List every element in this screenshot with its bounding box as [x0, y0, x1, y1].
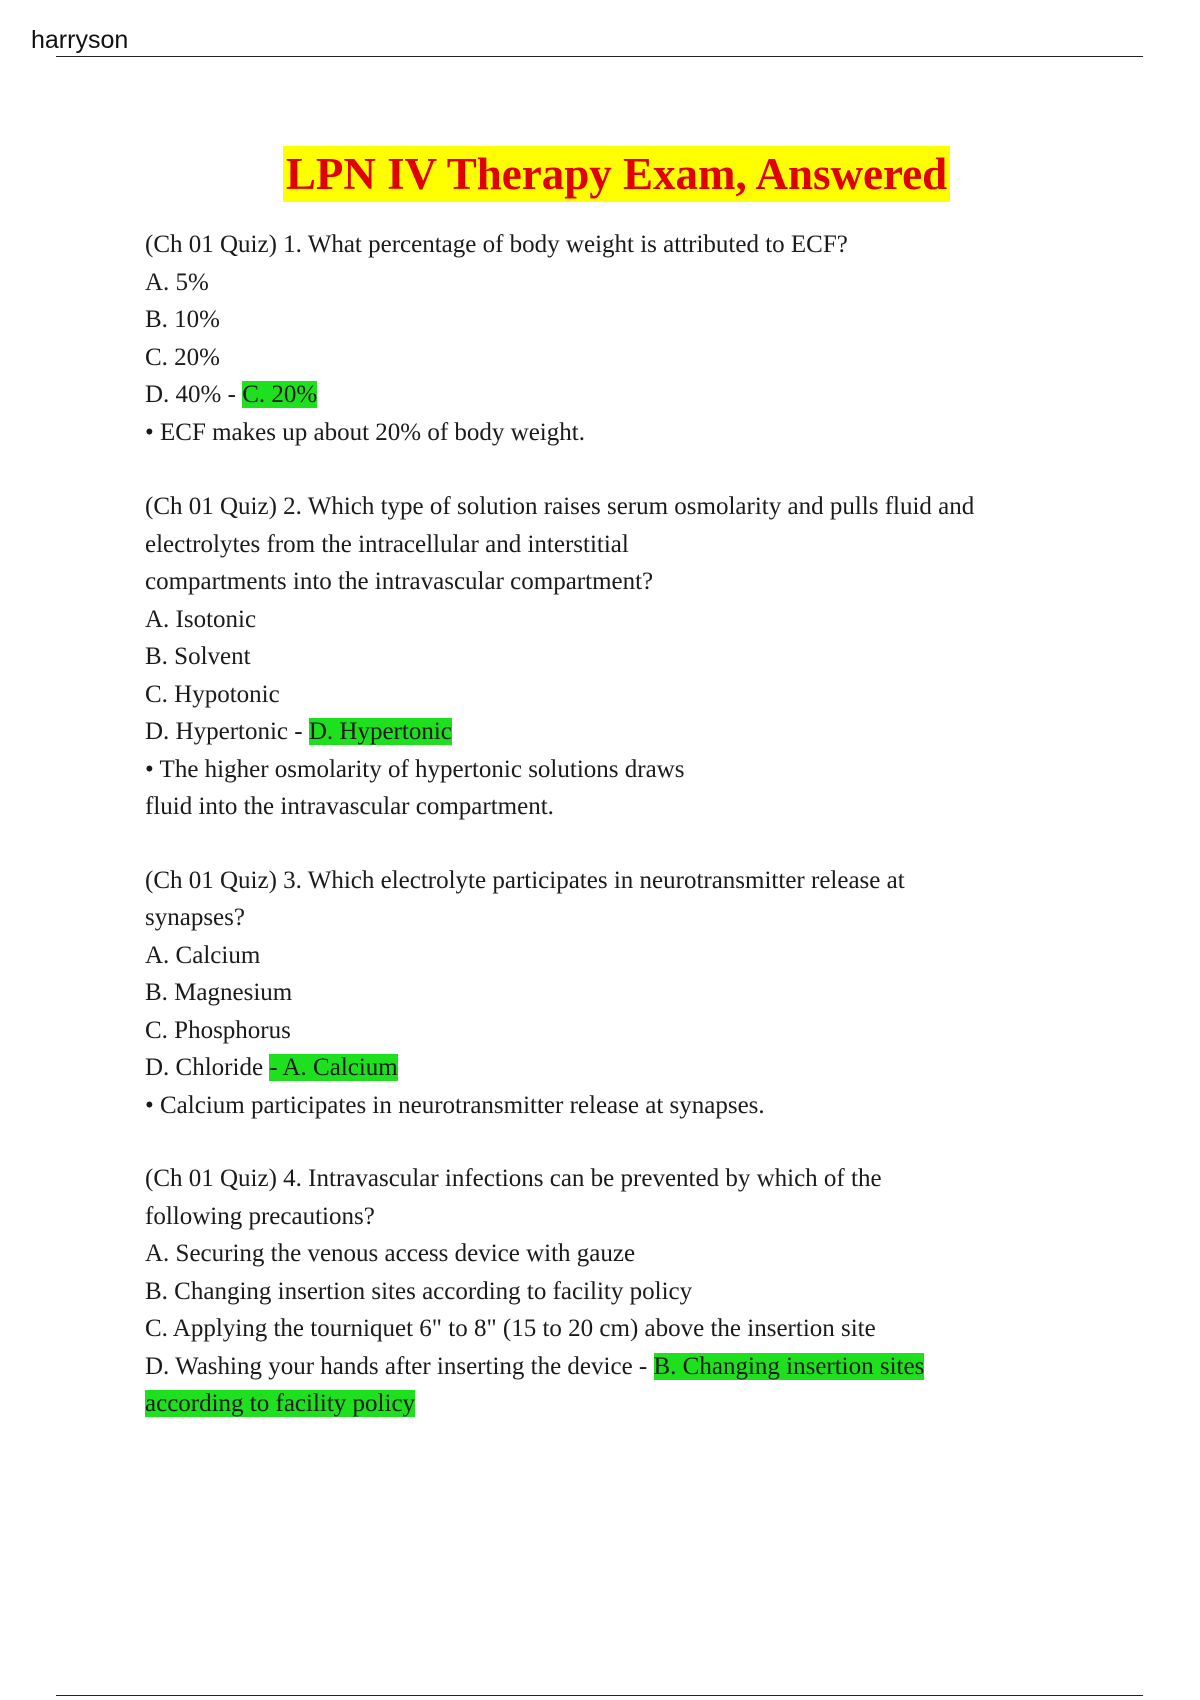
option-text: D. Chloride [145, 1054, 270, 1081]
rationale: fluid into the intravascular compartment. [145, 793, 554, 820]
answer-option-last [145, 1049, 1085, 1087]
question-stem: (Ch 01 Quiz) 2. Which type of solution raises serum osmolarity and pulls fluid and [145, 493, 975, 520]
answer-option-last [145, 376, 1085, 414]
answer-option: C. Phosphorus [145, 1016, 291, 1044]
option-text: D. Washing your hands after inserting the device - [145, 1352, 654, 1380]
answer-option: B. 10% [145, 306, 220, 333]
question-stem: (Ch 01 Quiz) 4. Intravascular infections can be prevented by which of the [145, 1165, 882, 1192]
answer-option-last [145, 713, 1085, 751]
header-divider [56, 56, 1143, 57]
page-title: LPN IV Therapy Exam, Answered [283, 146, 950, 202]
answer-option-last [145, 1348, 1085, 1386]
answer-option: B. Solvent [145, 643, 251, 670]
correct-answer-highlight: D. Hypertonic [308, 718, 452, 745]
rationale: • ECF makes up about 20% of body weight. [145, 418, 585, 446]
answer-continuation [145, 1385, 1085, 1423]
rationale: • The higher osmolarity of hypertonic solutions draws [145, 755, 685, 783]
question-stem: synapses? [145, 904, 245, 931]
answer-option: B. Changing insertion sites according to facility policy [145, 1277, 693, 1305]
answer-option: A. 5% [145, 268, 209, 296]
correct-answer-highlight: - A. Calcium [269, 1054, 398, 1081]
question-stem: (Ch 01 Quiz) 1. What percentage of body weight is attributed to ECF? [145, 231, 848, 258]
option-text: D. 40% - [145, 381, 243, 408]
answer-option: C. Applying the tourniquet 6" to 8" (15 to 20 cm) above the insertion site [145, 1315, 876, 1342]
question-stem: compartments into the intravascular compartment? [145, 568, 654, 595]
option-text: D. Hypertonic - [145, 718, 309, 745]
title-wrap [0, 146, 1200, 202]
answer-option: A. Isotonic [145, 605, 257, 633]
answer-option: B. Magnesium [145, 979, 293, 1006]
question-stem: electrolytes from the intracellular and interstitial [145, 530, 629, 558]
header-brand: harryson [31, 26, 129, 54]
question-stem: (Ch 01 Quiz) 3. Which electrolyte participates in neurotransmitter release at [145, 866, 905, 894]
question-block [145, 226, 1085, 451]
question-list [145, 226, 1085, 1459]
correct-answer-highlight: C. 20% [242, 381, 318, 408]
question-block [145, 1160, 1085, 1423]
rationale: • Calcium participates in neurotransmitter release at synapses. [145, 1091, 765, 1119]
correct-answer-highlight: according to facility policy [145, 1390, 416, 1417]
answer-option: A. Calcium [145, 941, 261, 969]
answer-option: A. Securing the venous access device with gauze [145, 1240, 636, 1267]
footer-divider [56, 1695, 1143, 1696]
question-block [145, 862, 1085, 1125]
answer-option: C. 20% [145, 343, 220, 371]
question-block [145, 488, 1085, 826]
question-stem: following precautions? [145, 1202, 375, 1230]
answer-option: C. Hypotonic [145, 680, 280, 708]
correct-answer-highlight: B. Changing insertion sites [653, 1352, 925, 1380]
